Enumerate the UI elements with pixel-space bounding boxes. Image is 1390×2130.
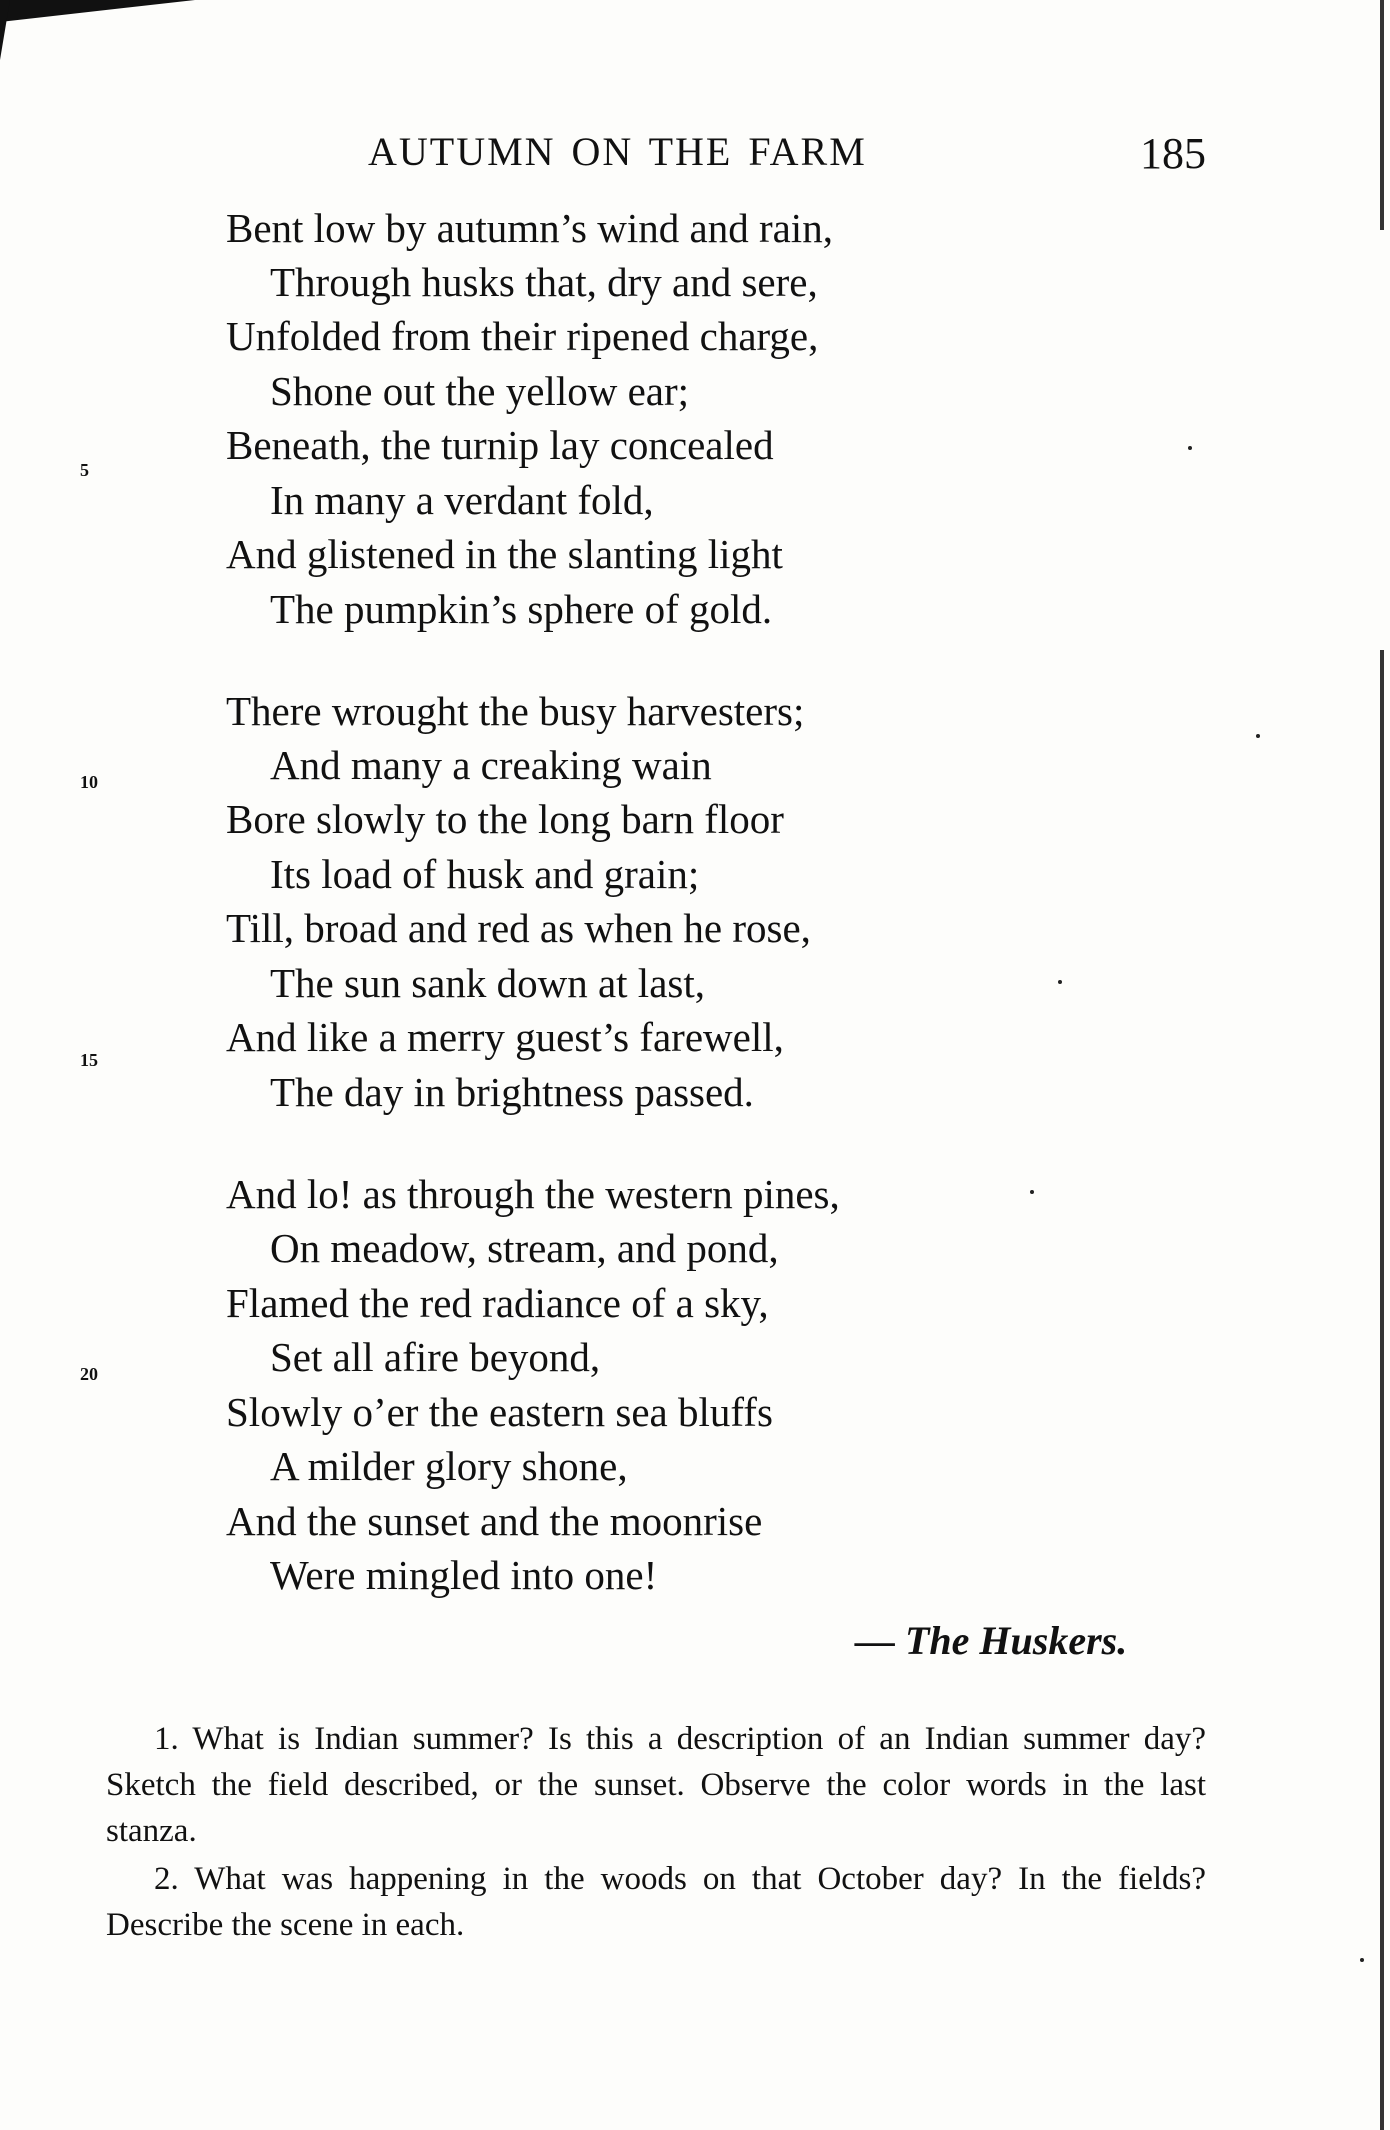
poem-line: The day in brightness passed. — [270, 1069, 754, 1115]
scan-speck — [1030, 1190, 1034, 1194]
poem-line: On meadow, stream, and pond, — [270, 1225, 779, 1271]
poem-line: A milder glory shone, — [270, 1443, 628, 1489]
poem-line: The pumpkin’s sphere of gold. — [270, 586, 773, 632]
scan-corner-mark — [0, 0, 10, 60]
poem-line: Through husks that, dry and sere, — [270, 259, 818, 305]
page-edge-shadow — [1380, 650, 1384, 2130]
poem-line: Unfolded from their ripened charge, — [226, 313, 819, 359]
running-head: AUTUMN ON THE FARM — [368, 129, 867, 174]
line-number: 20 — [80, 1364, 98, 1384]
scan-speck — [1188, 446, 1192, 450]
question-item: 1. What is Indian summer? Is this a description of an Indian summer day? Sketch the field described, or the sunset. Observe the color words in the last stanza. — [106, 1721, 1206, 1849]
poem-line: Bent low by autumn’s wind and rain, — [226, 205, 833, 251]
poem-line: Till, broad and red as when he rose, — [226, 905, 811, 951]
poem-line: And lo! as through the western pines, — [226, 1171, 840, 1217]
poem-line: Set all afire beyond, — [270, 1334, 601, 1380]
question-item: 2. What was happening in the woods on that October day? In the fields? Describe the scene in each. — [106, 1861, 1206, 1943]
poem-line: And like a merry guest’s farewell, — [226, 1014, 784, 1060]
poem-line: There wrought the busy harvesters; — [226, 688, 805, 734]
poem-line: Slowly o’er the eastern sea bluffs — [226, 1389, 773, 1435]
scan-corner-mark — [0, 0, 195, 22]
line-number: 5 — [80, 460, 89, 480]
line-number: 10 — [80, 772, 98, 792]
scan-speck — [1360, 1958, 1364, 1962]
poem-line: Bore slowly to the long barn floor — [226, 796, 784, 842]
line-number: 15 — [80, 1050, 98, 1070]
scan-speck — [1256, 734, 1260, 738]
poem-line: In many a verdant fold, — [270, 477, 654, 523]
poem-line: Its load of husk and grain; — [270, 851, 700, 897]
poem-line: Were mingled into one! — [270, 1552, 658, 1598]
poem-line: The sun sank down at last, — [270, 960, 705, 1006]
poem-line: Flamed the red radiance of a sky, — [226, 1280, 769, 1326]
page-edge-shadow — [1380, 0, 1384, 230]
page-number: 185 — [1140, 129, 1206, 178]
poem-line: Beneath, the turnip lay concealed — [226, 422, 774, 468]
poem-attribution: — The Huskers. — [855, 1618, 1128, 1663]
poem-line: And many a creaking wain — [270, 742, 712, 788]
scan-speck — [1058, 980, 1062, 984]
poem-line: And glistened in the slanting light — [226, 531, 783, 577]
poem-line: Shone out the yellow ear; — [270, 368, 690, 414]
poem-line: And the sunset and the moonrise — [226, 1498, 763, 1544]
